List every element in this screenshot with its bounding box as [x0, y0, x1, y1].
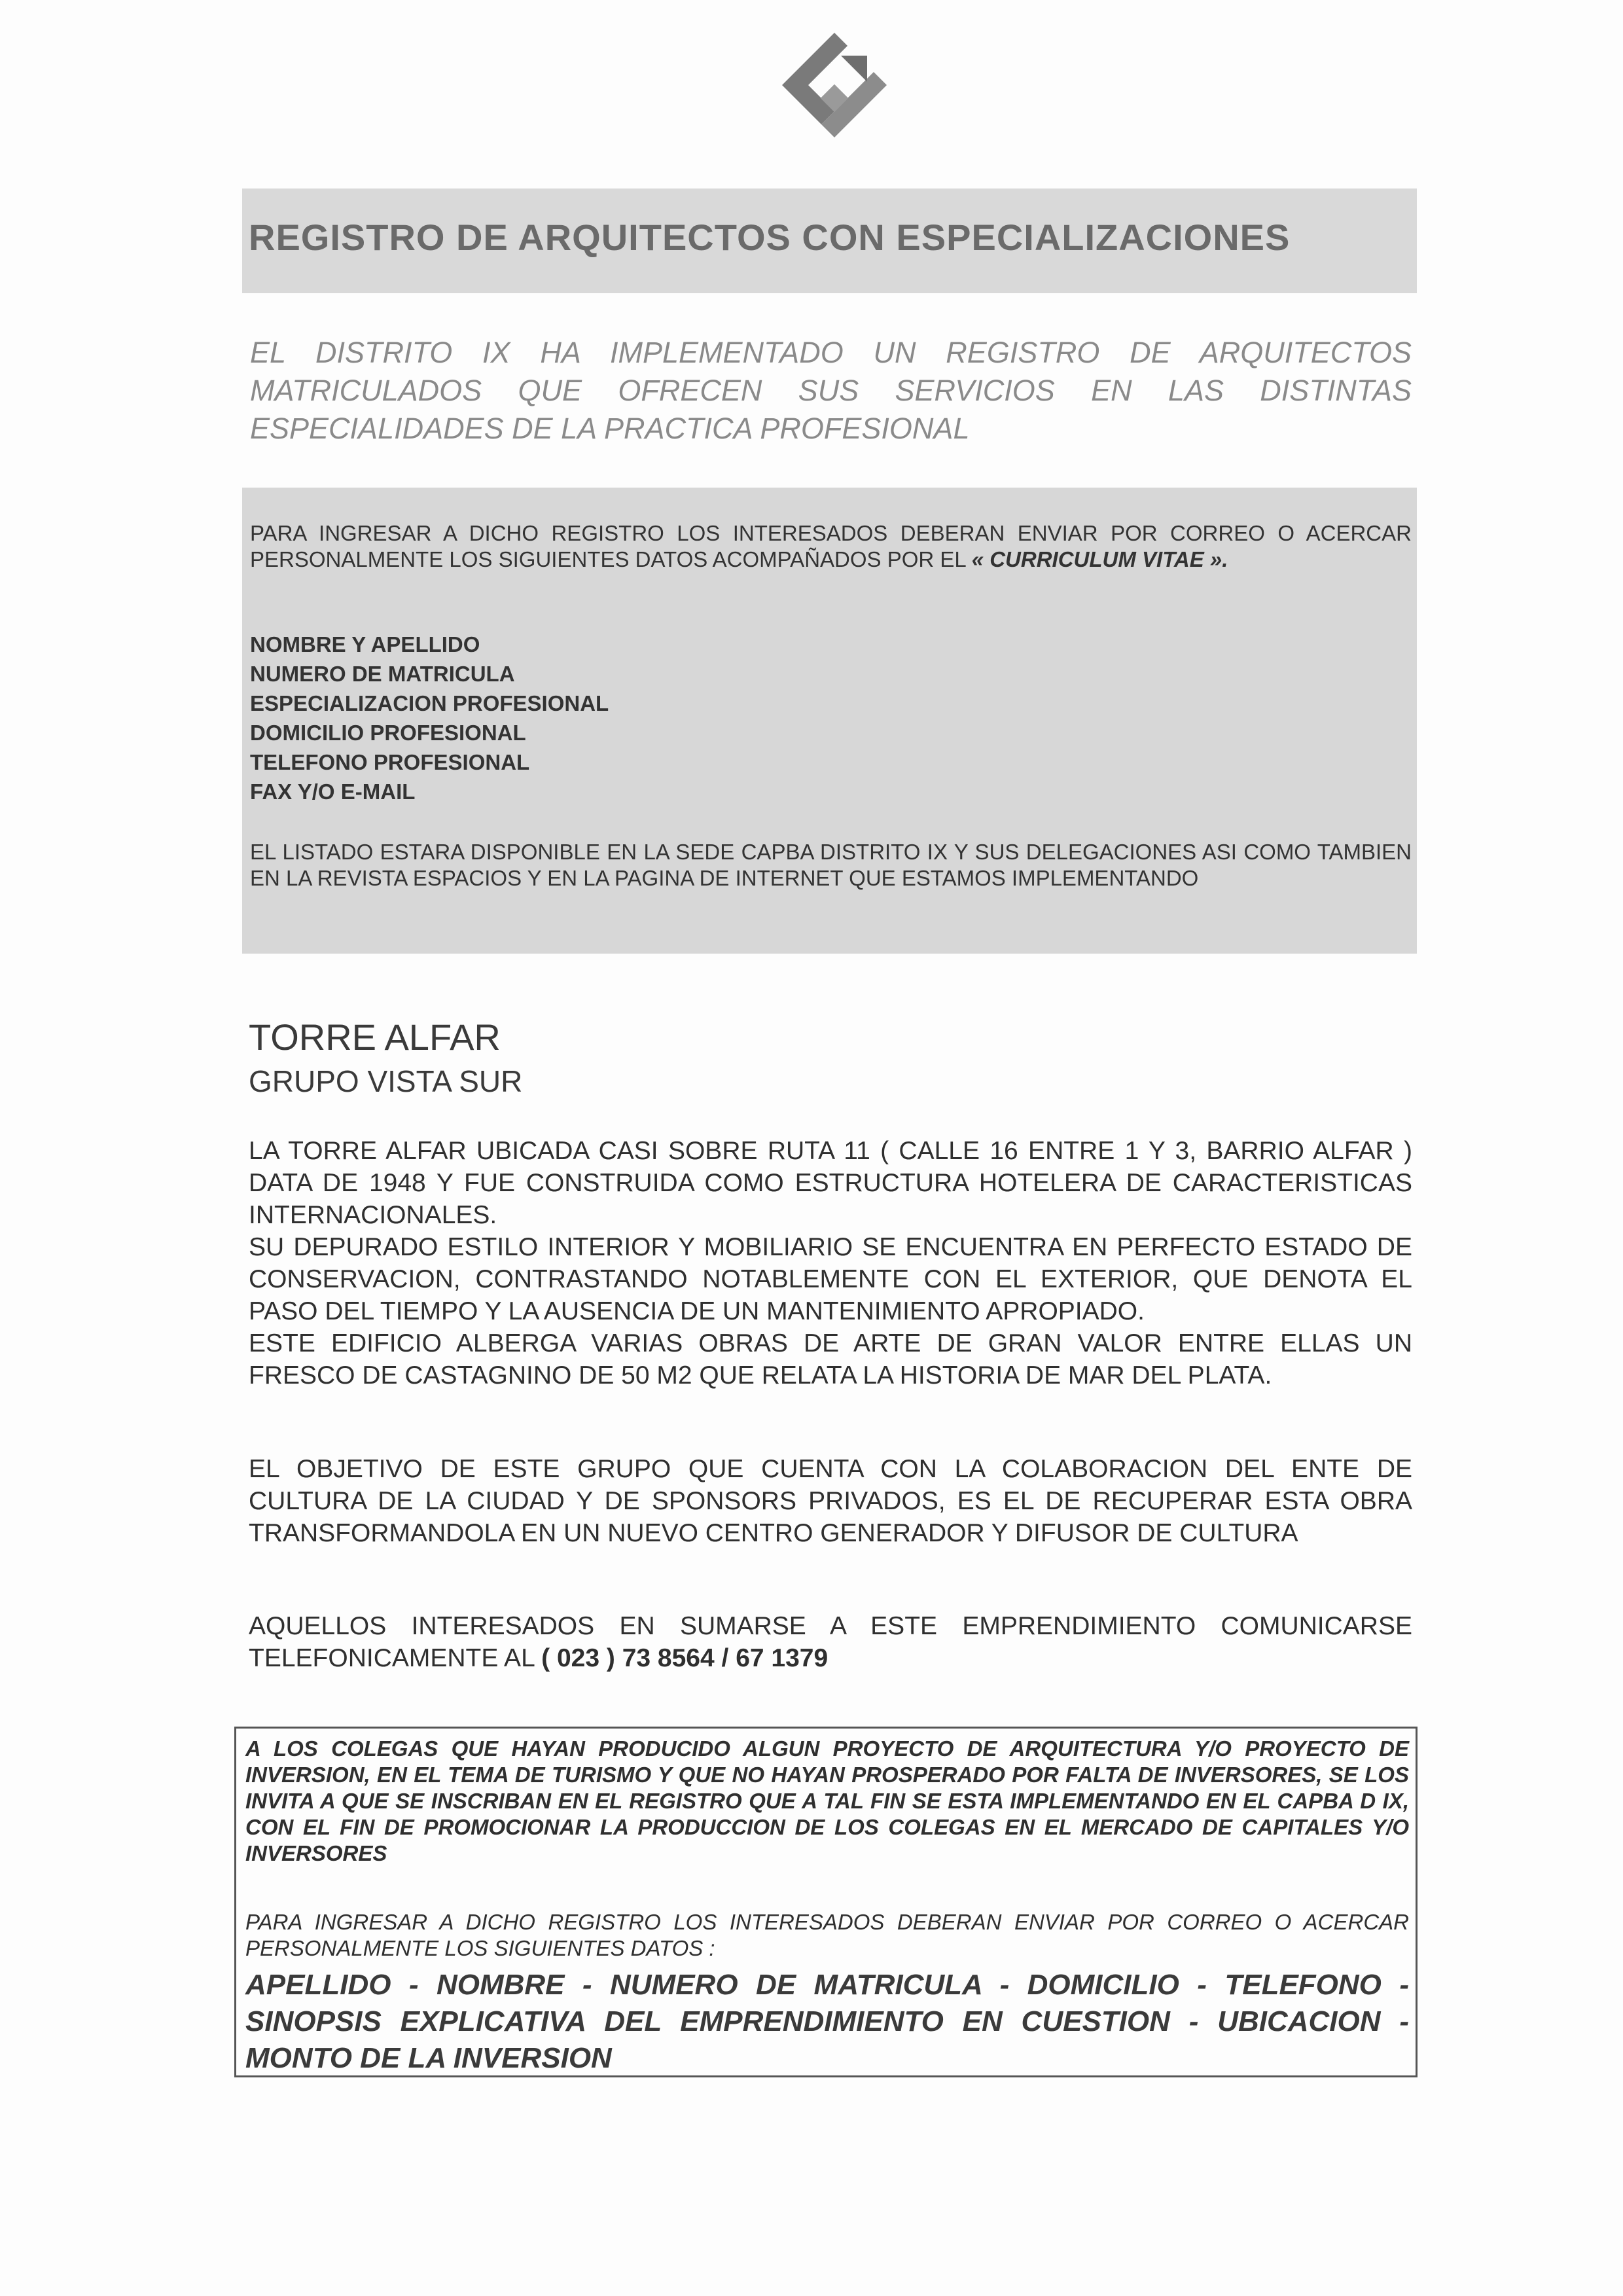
torre-description-line: LA TORRE ALFAR UBICADA CASI SOBRE RUTA 11 ( CALLE 16 ENTRE 1 Y 3, BARRIO ALFAR ) DATA DE 1948 Y FUE CONSTRUIDA COMO ESTRUCTURA HOTELERA DE CARACTERISTICAS INTERNACIONALES. [249, 1137, 1412, 1229]
torre-objective: EL OBJETIVO DE ESTE GRUPO QUE CUENTA CON LA COLABORACION DEL ENTE DE CULTURA DE LA CIUDAD Y DE SPONSORS PRIVADOS, ES EL DE RECUPERAR ESTA OBRA TRANSFORMANDOLA EN UN NUEVO CENTRO GENERADOR Y DIFUSOR DE CULTURA [249, 1455, 1412, 1547]
registry-instructions-text: PARA INGRESAR A DICHO REGISTRO LOS INTERESADOS DEBERAN ENVIAR POR CORREO O ACERCAR PERSONALMENTE LOS SIGUIENTES DATOS ACOMPAÑADOS POR EL [250, 521, 1412, 571]
torre-contact [249, 1610, 1412, 1674]
list-item: DOMICILIO PROFESIONAL [250, 721, 526, 745]
curriculum-vitae-label: « CURRICULUM VITAE ». [971, 547, 1228, 571]
list-item: NUMERO DE MATRICULA [250, 662, 515, 686]
phone-number: ( 023 ) 73 8564 / 67 1379 [541, 1644, 829, 1672]
list-item: TELEFONO PROFESIONAL [250, 750, 530, 774]
registry-instructions [250, 520, 1412, 573]
investors-invitation: A LOS COLEGAS QUE HAYAN PRODUCIDO ALGUN PROYECTO DE ARQUITECTURA Y/O PROYECTO DE INVERSION, EN EL TEMA DE TURISMO Y QUE NO HAYAN PROSPERADO POR FALTA DE INVERSORES, SE LOS INVITA A QUE SE INSCRIBAN EN EL REGISTRO QUE A TAL FIN SE ESTA IMPLEMENTANDO EN EL CAPBA D IX, CON EL FIN DE PROMOCIONAR LA PRODUCCION DE LOS COLEGAS EN EL MERCADO DE CAPITALES Y/O INVERSORES [245, 1736, 1409, 1865]
list-item: FAX Y/O E-MAIL [250, 780, 416, 804]
torre-contact-text: AQUELLOS INTERESADOS EN SUMARSE A ESTE EMPRENDIMIENTO COMUNICARSE TELEFONICAMENTE AL [249, 1612, 1412, 1672]
investors-instructions: PARA INGRESAR A DICHO REGISTRO LOS INTERESADOS DEBERAN ENVIAR POR CORREO O ACERCAR PERSONALMENTE LOS SIGUIENTES DATOS : [245, 1910, 1409, 1960]
capba-logo-icon [769, 26, 900, 164]
section-subtitle: GRUPO VISTA SUR [249, 1064, 523, 1098]
registry-availability: EL LISTADO ESTARA DISPONIBLE EN LA SEDE CAPBA DISTRITO IX Y SUS DELEGACIONES ASI COMO TAMBIEN EN LA REVISTA ESPACIOS Y EN LA PAGINA DE INTERNET QUE ESTAMOS IMPLEMENTANDO [250, 840, 1412, 890]
registry-fields-list [250, 630, 1035, 806]
investors-required-fields: APELLIDO - NOMBRE - NUMERO DE MATRICULA - DOMICILIO - TELEFONO - SINOPSIS EXPLICATIVA DEL EMPRENDIMIENTO EN CUESTION - UBICACION - MONTO DE LA INVERSION [245, 1969, 1409, 2074]
torre-description-line: ESTE EDIFICIO ALBERGA VARIAS OBRAS DE ARTE DE GRAN VALOR ENTRE ELLAS UN FRESCO DE CASTAGNINO DE 50 M2 QUE RELATA LA HISTORIA DE MAR DEL PLATA. [249, 1329, 1412, 1390]
intro-text: EL DISTRITO IX HA IMPLEMENTADO UN REGISTRO DE ARQUITECTOS MATRICULADOS QUE OFRECEN SUS SERVICIOS EN LAS DISTINTAS ESPECIALIDADES DE LA PRACTICA PROFESIONAL [250, 336, 1412, 445]
torre-description [249, 1135, 1412, 1391]
page-title: REGISTRO DE ARQUITECTOS CON ESPECIALIZACIONES [249, 217, 1291, 258]
list-item: ESPECIALIZACION PROFESIONAL [250, 691, 609, 715]
section-title: TORRE ALFAR [249, 1016, 501, 1058]
torre-description-line: SU DEPURADO ESTILO INTERIOR Y MOBILIARIO SE ENCUENTRA EN PERFECTO ESTADO DE CONSERVACION, CONTRASTANDO NOTABLEMENTE CON EL EXTERIOR, QUE DENOTA EL PASO DEL TIEMPO Y LA AUSENCIA DE UN MANTENIMIENTO APROPIADO. [249, 1233, 1412, 1325]
list-item: NOMBRE Y APELLIDO [250, 632, 480, 656]
